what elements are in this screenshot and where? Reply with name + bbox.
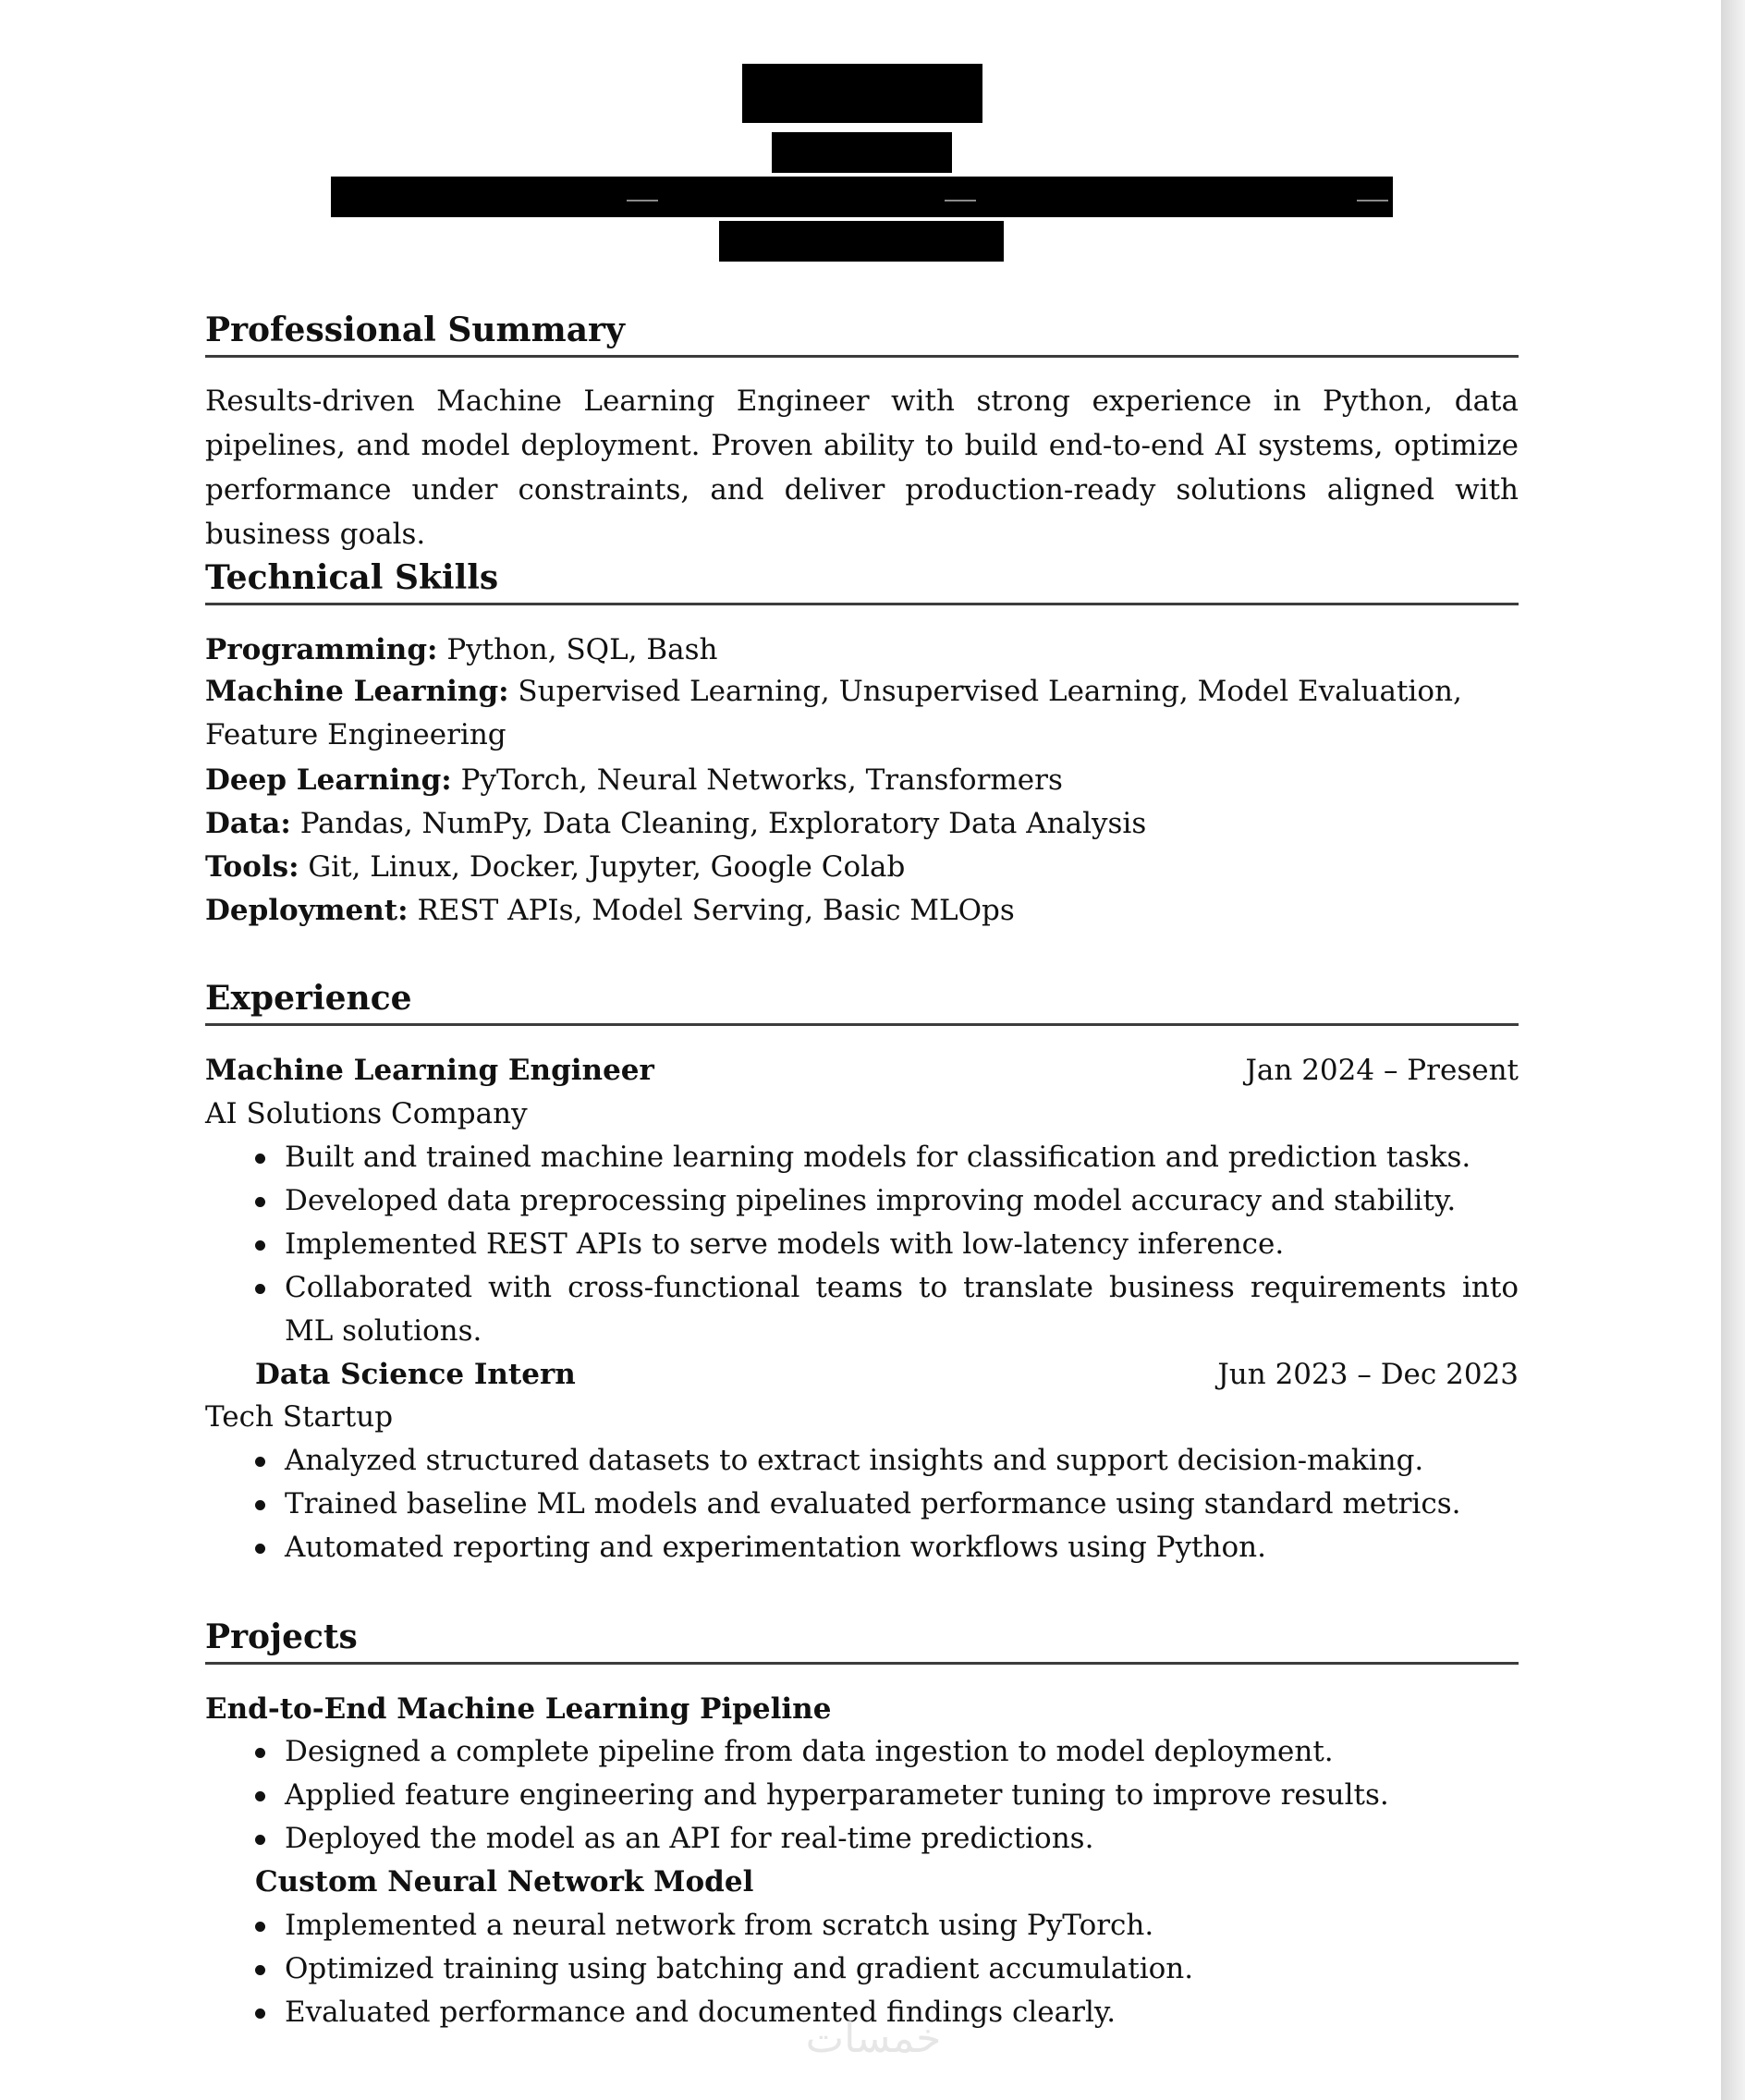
skill-value: Supervised Learning, Unsupervised Learning, Model Evaluation, Feature Engineering: [205, 675, 1462, 751]
skill-label: Deployment:: [205, 894, 409, 927]
list-item: Developed data preprocessing pipelines improving model accuracy and stability.: [205, 1179, 1519, 1223]
job-company: Tech Startup: [205, 1400, 394, 1434]
bullet-icon: [255, 1154, 265, 1164]
skill-row: [205, 629, 1519, 672]
skill-row: [205, 670, 1519, 757]
project-title: Custom Neural Network Model: [255, 1865, 754, 1899]
job-bullets: [205, 1136, 1519, 1353]
redacted-name: [742, 64, 982, 123]
project-bullets: [205, 1730, 1519, 1861]
skill-value: REST APIs, Model Serving, Basic MLOps: [417, 894, 1015, 927]
page-shadow-edge: [1721, 0, 1745, 2100]
bullet-icon: [255, 1284, 265, 1294]
bullet-icon: [255, 1544, 265, 1554]
list-item: Collaborated with cross-functional teams to translate business requirements into ML solutions.: [205, 1266, 1519, 1353]
list-item: Automated reporting and experimentation workflows using Python.: [205, 1526, 1519, 1569]
skill-label: Data:: [205, 807, 291, 840]
redacted-links: [719, 221, 1004, 262]
job-title: Machine Learning Engineer: [205, 1054, 654, 1087]
list-item: Designed a complete pipeline from data ingestion to model deployment.: [205, 1730, 1519, 1774]
section-heading-summary: Professional Summary: [205, 311, 1519, 358]
watermark-logo: خمسات: [805, 2015, 942, 2062]
list-item: Optimized training using batching and gradient accumulation.: [205, 1947, 1519, 1991]
list-item: Applied feature engineering and hyperparameter tuning to improve results.: [205, 1774, 1519, 1817]
bullet-icon: [255, 1240, 265, 1251]
list-item: Analyzed structured datasets to extract insights and support decision-making.: [205, 1439, 1519, 1483]
redacted-title: [772, 132, 952, 173]
skill-value: Git, Linux, Docker, Jupyter, Google Colab: [308, 850, 906, 884]
skill-label: Machine Learning:: [205, 675, 509, 708]
skill-label: Programming:: [205, 633, 438, 666]
list-item: Implemented REST APIs to serve models with low-latency inference.: [205, 1223, 1519, 1266]
bullet-icon: [255, 1835, 265, 1845]
list-item: Implemented a neural network from scratch using PyTorch.: [205, 1904, 1519, 1947]
section-heading-experience: Experience: [205, 979, 1519, 1026]
job-dates: Jun 2023 – Dec 2023: [1217, 1358, 1519, 1391]
skill-row: [205, 846, 1519, 889]
contact-separator: [1357, 200, 1388, 201]
skill-value: PyTorch, Neural Networks, Transformers: [460, 763, 1063, 797]
project-title: End-to-End Machine Learning Pipeline: [205, 1692, 832, 1726]
skill-label: Deep Learning:: [205, 763, 452, 797]
bullet-icon: [255, 1500, 265, 1510]
list-item: Trained baseline ML models and evaluated performance using standard metrics.: [205, 1483, 1519, 1526]
bullet-icon: [255, 1457, 265, 1467]
job-company: AI Solutions Company: [205, 1097, 528, 1130]
job-title: Data Science Intern: [255, 1358, 576, 1391]
redacted-contact: [331, 177, 1393, 217]
section-heading-projects: Projects: [205, 1618, 1519, 1665]
summary-text: Results-driven Machine Learning Engineer with strong experience in Python, data pipelines, and model deployment. Proven ability to build end-to-end AI systems, optimize performance under constraints, and deliver production-ready solutions aligned with business goals.: [205, 385, 1519, 551]
list-item: Deployed the model as an API for real-time predictions.: [205, 1817, 1519, 1861]
job-dates: Jan 2024 – Present: [1245, 1054, 1519, 1087]
section-heading-skills: Technical Skills: [205, 558, 1519, 605]
bullet-icon: [255, 1965, 265, 1975]
skill-row: [205, 802, 1519, 846]
skill-row: [205, 889, 1519, 933]
contact-separator: [945, 200, 976, 201]
list-item: Built and trained machine learning models for classification and prediction tasks.: [205, 1136, 1519, 1179]
bullet-icon: [255, 1791, 265, 1801]
contact-separator: [627, 200, 658, 201]
job-header: [205, 1049, 1519, 1093]
skill-row: [205, 759, 1519, 802]
bullet-icon: [255, 1748, 265, 1758]
bullet-icon: [255, 1922, 265, 1932]
skill-label: Tools:: [205, 850, 299, 884]
skill-value: Pandas, NumPy, Data Cleaning, Exploratory Data Analysis: [299, 807, 1147, 840]
bullet-icon: [255, 1197, 265, 1207]
skill-value: Python, SQL, Bash: [446, 633, 718, 666]
bullet-icon: [255, 2008, 265, 2019]
job-header: [205, 1353, 1519, 1397]
job-bullets: [205, 1439, 1519, 1569]
list-item: Evaluated performance and documented findings clearly.: [205, 1991, 1519, 2034]
